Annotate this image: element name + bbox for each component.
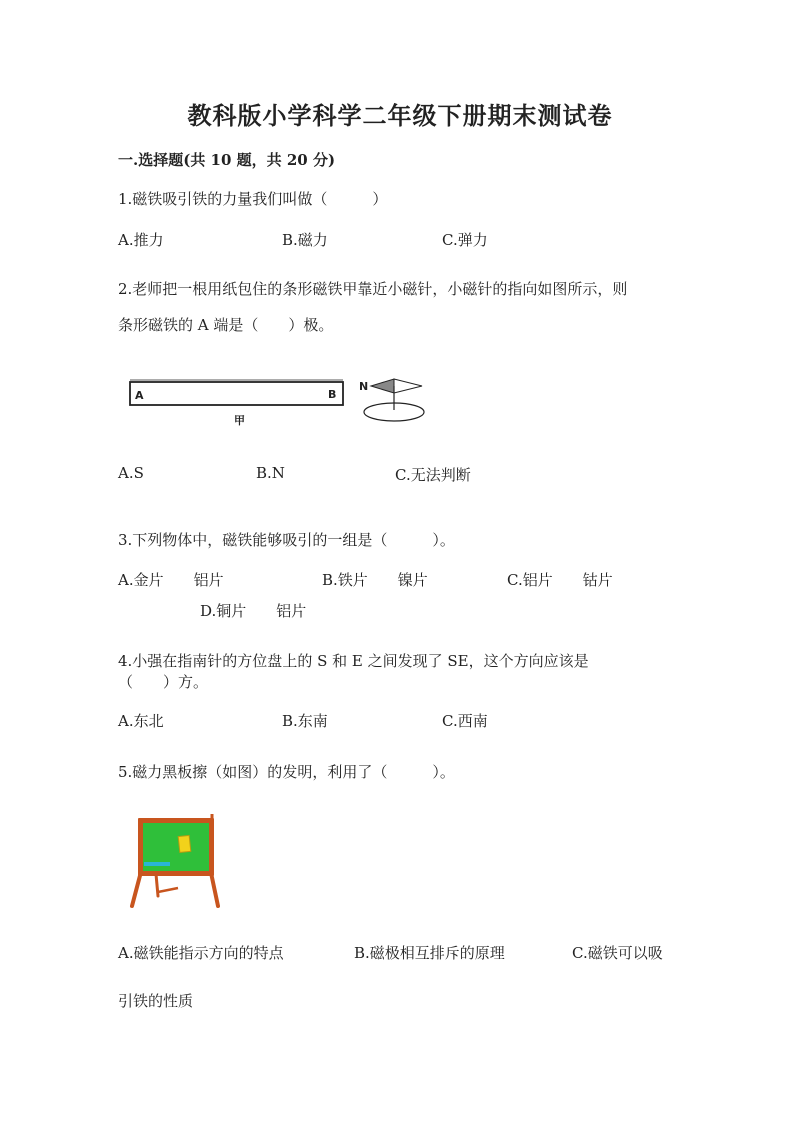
- magnetic-blackboard-figure: [128, 814, 228, 912]
- question-3-option-b: B.铁片 镍片: [322, 571, 428, 589]
- question-5-option-c: C.磁铁可以吸: [572, 944, 663, 962]
- magnet-end-a-label: A: [135, 389, 144, 402]
- question-3-text: 3.下列物体中，磁铁能够吸引的一组是（ ）。: [118, 531, 455, 549]
- compass-needle-figure: [356, 374, 440, 430]
- eraser-icon: [178, 835, 191, 852]
- question-2-option-c: C.无法判断: [395, 466, 471, 484]
- question-2-text-line2: 条形磁铁的 A 端是（ ）极。: [118, 316, 334, 334]
- question-3-option-d: D.铜片 铝片: [200, 602, 307, 620]
- question-5-text: 5.磁力黑板擦（如图）的发明，利用了（ ）。: [118, 763, 455, 781]
- question-4-option-a: A.东北: [118, 712, 164, 730]
- needle-north-half: [371, 379, 394, 393]
- question-4-option-b: B.东南: [282, 712, 328, 730]
- magnet-end-b-label: B: [328, 388, 337, 401]
- question-2-text-line1: 2.老师把一根用纸包住的条形磁铁甲靠近小磁针，小磁针的指向如图所示，则: [118, 280, 628, 298]
- question-1-option-a: A.推力: [118, 231, 164, 249]
- question-5-option-a: A.磁铁能指示方向的特点: [118, 944, 284, 962]
- page-title: 教科版小学科学二年级下册期末测试卷: [187, 101, 613, 130]
- question-1-option-b: B.磁力: [282, 231, 328, 249]
- question-4-option-c: C.西南: [442, 712, 488, 730]
- needle-n-label: N: [359, 380, 369, 393]
- magnet-name-label: 甲: [234, 414, 245, 427]
- easel-leg-back: [156, 874, 158, 896]
- needle-south-half: [394, 379, 422, 393]
- question-2-option-a: A.S: [118, 464, 144, 482]
- question-2-option-b: B.N: [256, 464, 285, 482]
- question-1-text: 1.磁铁吸引铁的力量我们叫做（ ）: [118, 190, 388, 208]
- bar-magnet: [130, 382, 343, 405]
- question-5-option-b: B.磁极相互排斥的原理: [354, 944, 505, 962]
- question-5-option-c-continuation: 引铁的性质: [118, 992, 194, 1010]
- question-3-option-a: A.金片 铝片: [118, 571, 224, 589]
- question-3-option-c: C.铝片 钴片: [507, 571, 613, 589]
- section-heading: 一.选择题(共 10 题，共 20 分): [118, 151, 336, 169]
- question-4-text-line1: 4.小强在指南针的方位盘上的 S 和 E 之间发现了 SE，这个方向应该是: [118, 652, 589, 670]
- question-1-option-c: C.弹力: [442, 231, 488, 249]
- question-4-text-line2: （ ）方。: [118, 673, 209, 691]
- chalk-tray: [144, 862, 170, 866]
